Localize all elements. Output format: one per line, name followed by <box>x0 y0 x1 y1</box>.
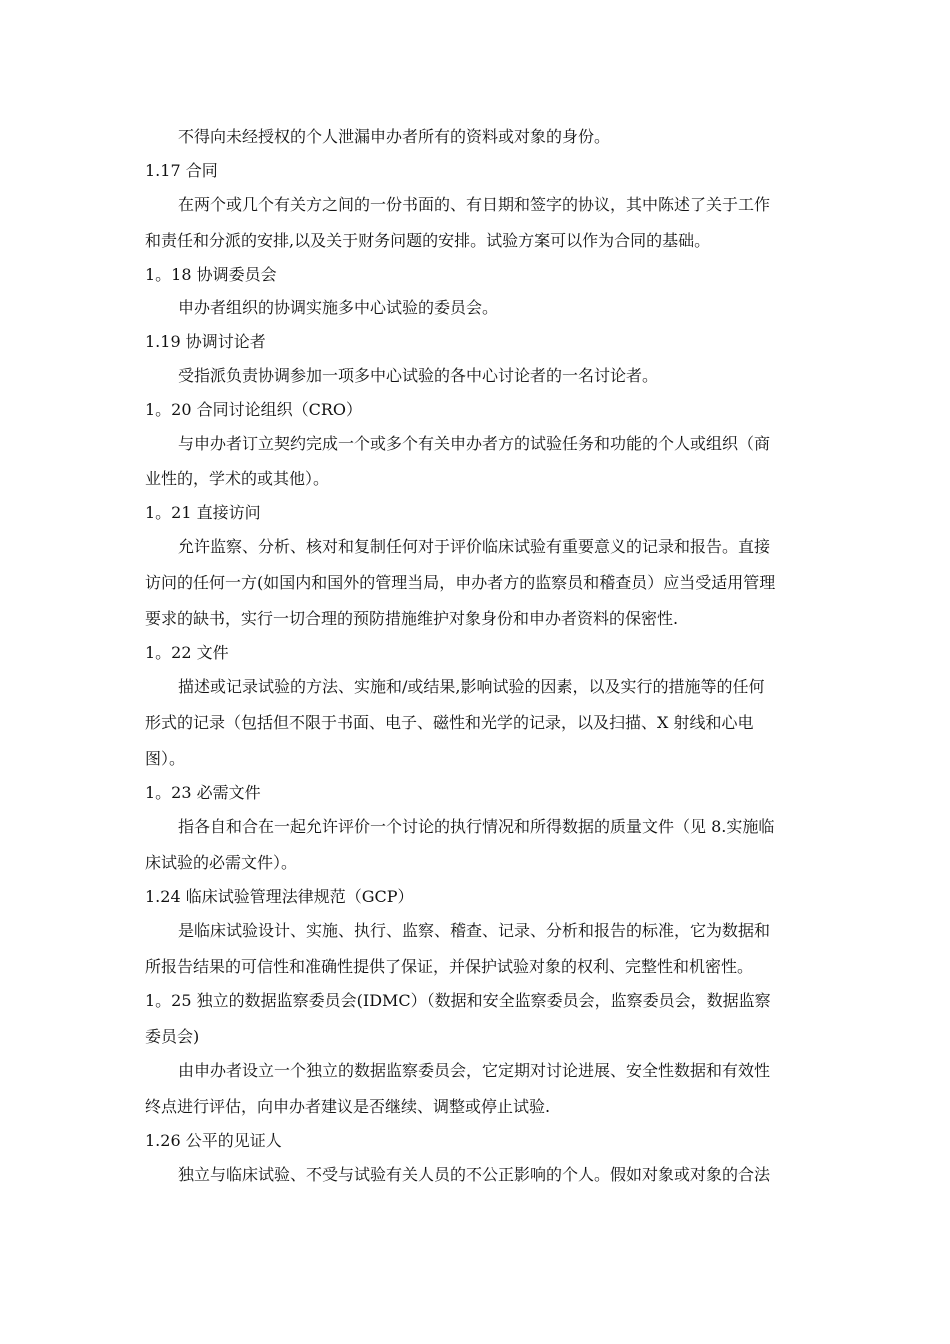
paragraph-line: 终点进行评估，向申办者建议是否继续、调整或停止试验. <box>145 1097 551 1116</box>
paragraph-line: 所报告结果的可信性和准确性提供了保证，并保护试验对象的权利、完整性和机密性。 <box>145 957 754 976</box>
paragraph-line: 形式的记录（包括但不限于书面、电子、磁性和光学的记录，以及扫描、X 射线和心电 <box>145 713 754 732</box>
section-heading: 1.26 公平的见证人 <box>145 1131 282 1150</box>
paragraph-line: 与申办者订立契约完成一个或多个有关申办者方的试验任务和功能的个人或组织（商 <box>178 434 771 453</box>
paragraph-line: 申办者组织的协调实施多中心试验的委员会。 <box>178 298 499 317</box>
paragraph-line: 要求的缺书，实行一切合理的预防措施维护对象身份和申办者资料的保密性. <box>145 609 679 628</box>
paragraph-line: 受指派负责协调参加一项多中心试验的各中心讨论者的一名讨论者。 <box>178 366 659 385</box>
paragraph-line: 允许监察、分析、核对和复制任何对于评价临床试验有重要意义的记录和报告。直接 <box>178 537 771 556</box>
section-heading: 1.24 临床试验管理法律规范（GCP） <box>145 887 414 906</box>
paragraph-line: 独立与临床试验、不受与试验有关人员的不公正影响的个人。假如对象或对象的合法 <box>178 1165 771 1184</box>
section-heading: 1。25 独立的数据监察委员会(IDMC）（数据和安全监察委员会，监察委员会，数据监察 <box>145 991 771 1010</box>
section-heading: 1。23 必需文件 <box>145 783 261 802</box>
section-heading: 1。21 直接访问 <box>145 503 261 522</box>
paragraph-line: 图）。 <box>145 749 186 768</box>
paragraph-line: 描述或记录试验的方法、实施和/或结果,影响试验的因素，以及实行的措施等的任何 <box>178 677 765 696</box>
paragraph-line: 委员会) <box>145 1027 200 1046</box>
section-heading: 1。18 协调委员会 <box>145 265 277 284</box>
paragraph-line: 访问的任何一方(如国内和国外的管理当局，申办者方的监察员和稽查员）应当受适用管理 <box>145 573 776 592</box>
section-heading: 1.17 合同 <box>145 161 218 180</box>
paragraph-line: 指各自和合在一起允许评价一个讨论的执行情况和所得数据的质量文件（见 8.实施临 <box>178 817 775 836</box>
paragraph-line: 在两个或几个有关方之间的一份书面的、有日期和签字的协议，其中陈述了关于工作 <box>178 195 771 214</box>
paragraph-line: 和责任和分派的安排,以及关于财务问题的安排。试验方案可以作为合同的基础。 <box>145 231 711 250</box>
section-heading: 1。22 文件 <box>145 643 229 662</box>
paragraph-line: 不得向未经授权的个人泄漏申办者所有的资料或对象的身份。 <box>178 127 611 146</box>
paragraph-line: 由申办者设立一个独立的数据监察委员会，它定期对讨论进展、安全性数据和有效性 <box>178 1061 771 1080</box>
section-heading: 1。20 合同讨论组织（CRO） <box>145 400 363 419</box>
paragraph-line: 业性的，学术的或其他）。 <box>145 469 330 488</box>
paragraph-line: 是临床试验设计、实施、执行、监察、稽查、记录、分析和报告的标准，它为数据和 <box>178 921 771 940</box>
section-heading: 1.19 协调讨论者 <box>145 332 266 351</box>
paragraph-line: 床试验的必需文件）。 <box>145 853 298 872</box>
